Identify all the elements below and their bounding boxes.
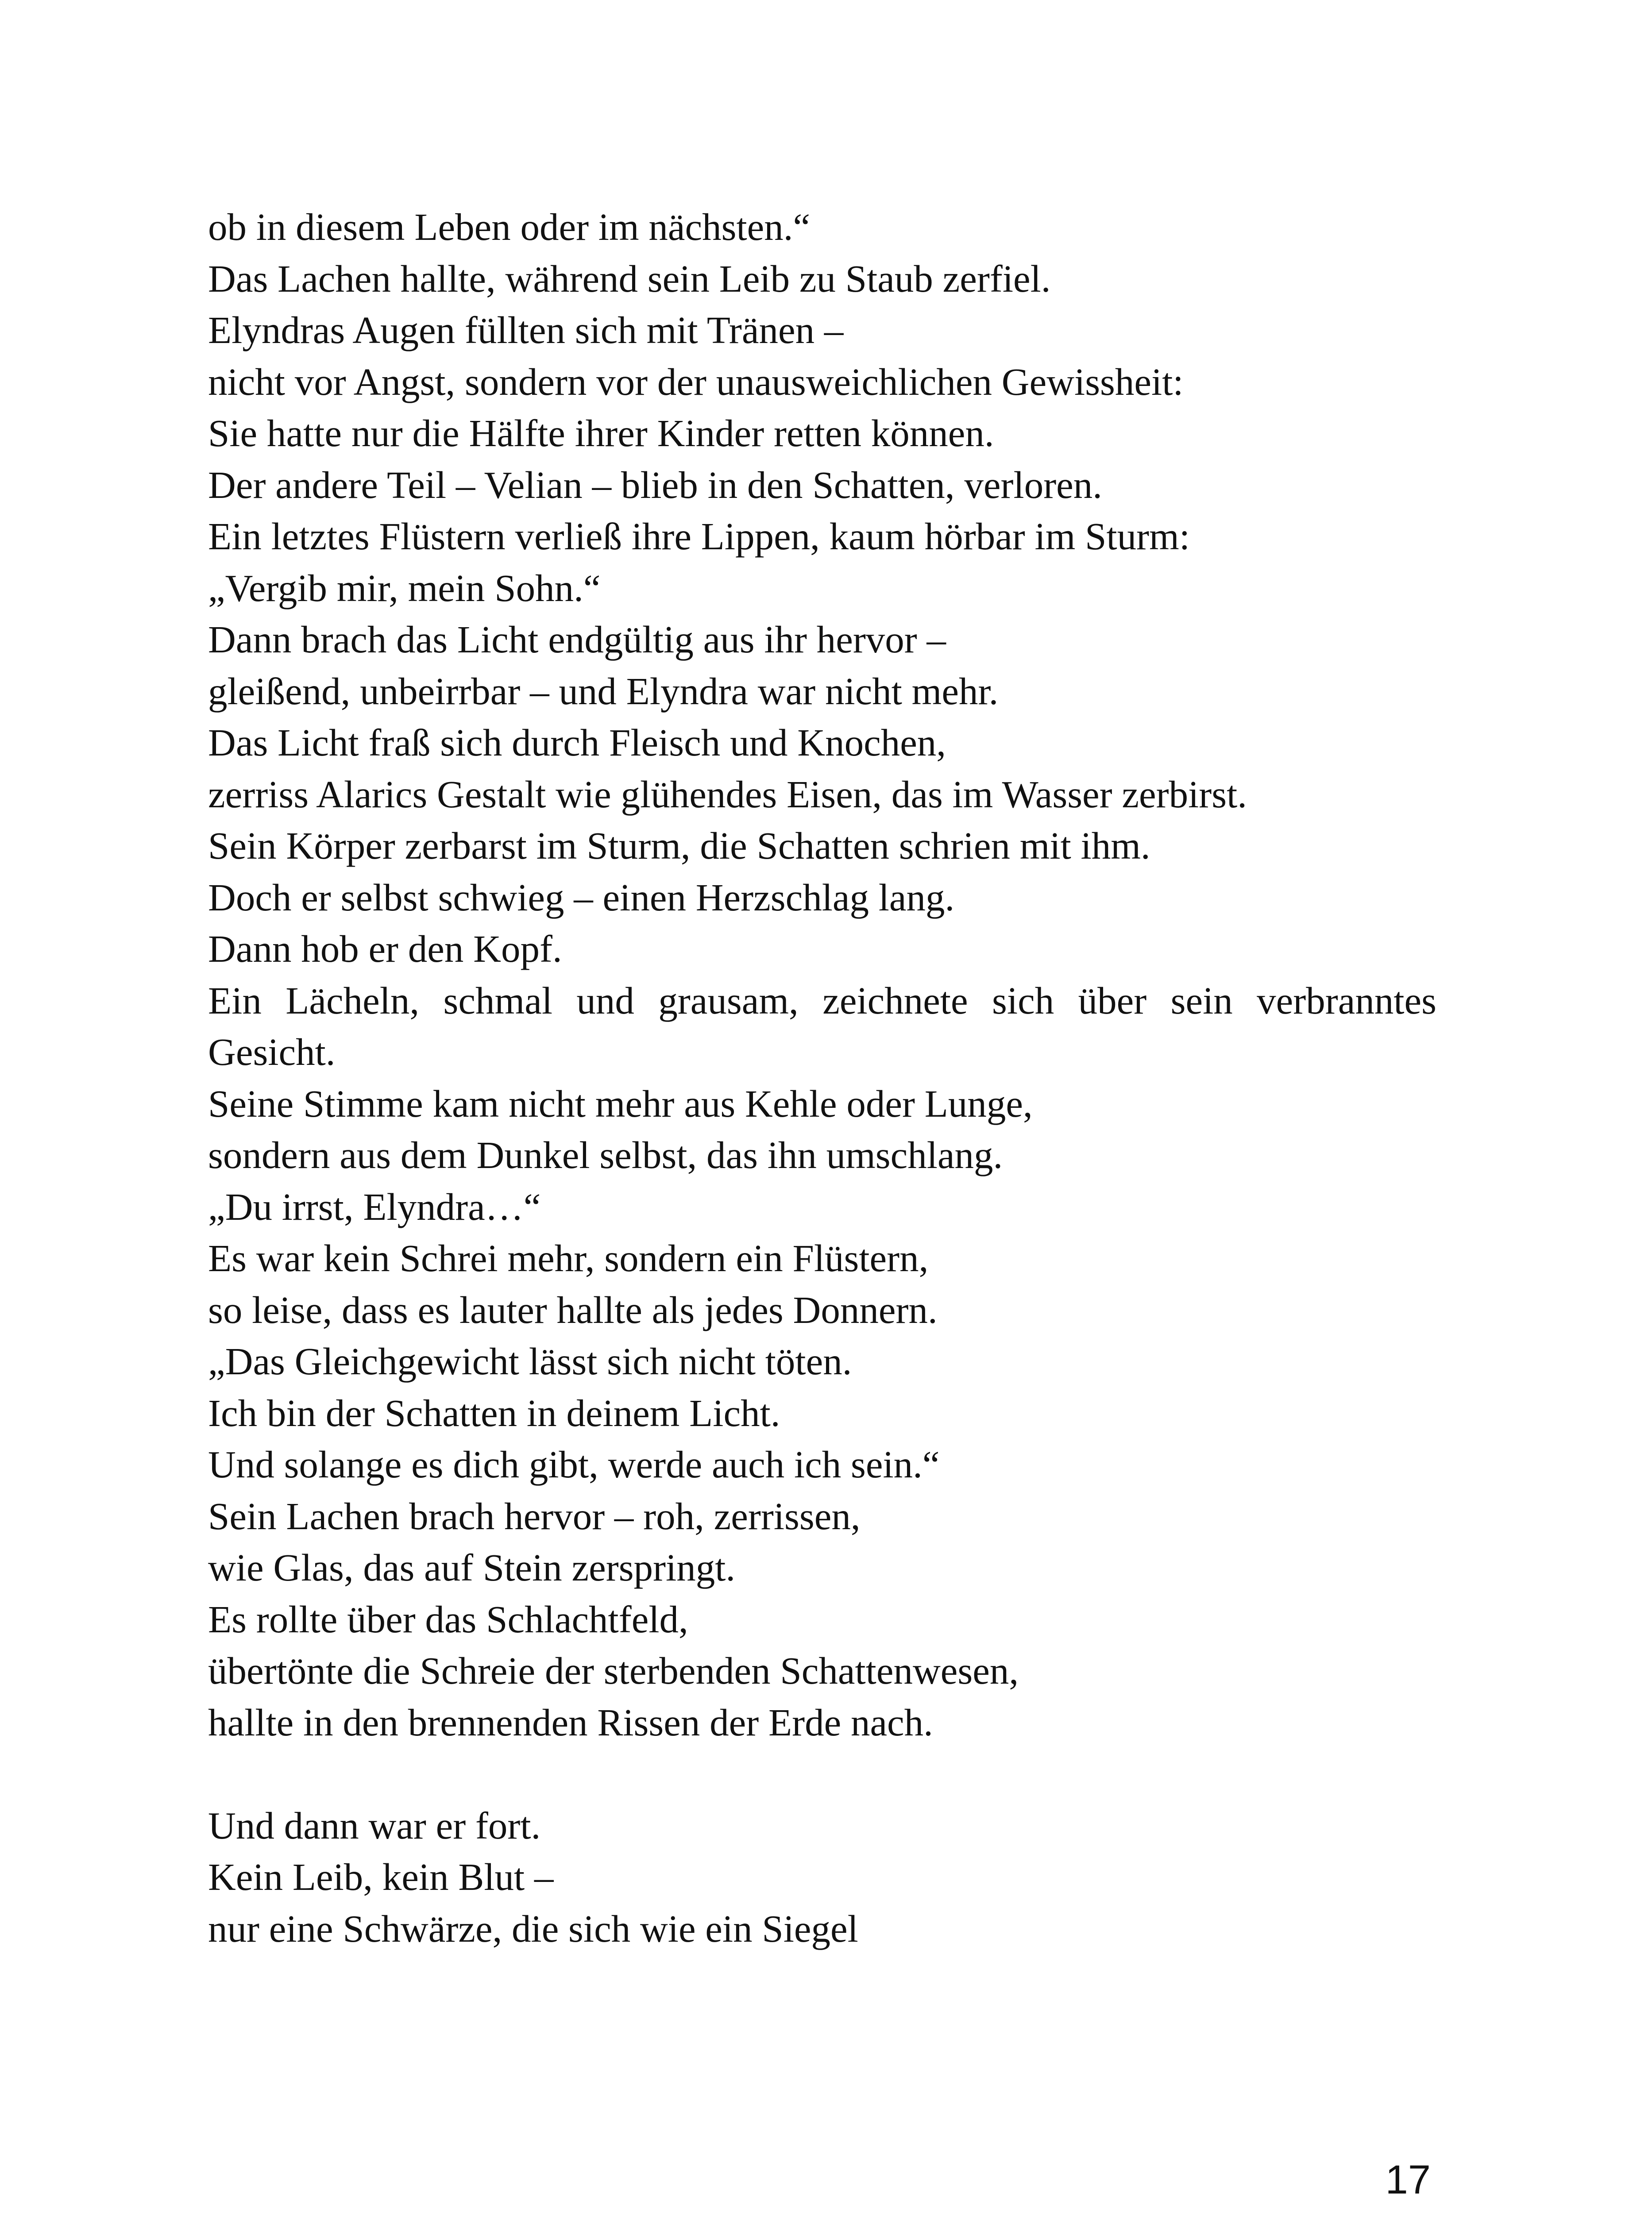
text-line: Gesicht. [208,1030,336,1073]
text-line: Und solange es dich gibt, werde auch ich sein.“ [208,1443,940,1486]
text-line: Ich bin der Schatten in deinem Licht. [208,1391,780,1434]
text-line: Ein letztes Flüstern verließ ihre Lippen, kaum hörbar im Sturm: [208,515,1190,558]
text-line: „Das Gleichgewicht lässt sich nicht töten. [208,1340,852,1383]
text-line: Der andere Teil – Velian – blieb in den Schatten, verloren. [208,463,1103,506]
text-line: „Vergib mir, mein Sohn.“ [208,566,601,609]
text-line: übertönte die Schreie der sterbenden Schattenwesen, [208,1649,1019,1692]
text-line: Dann hob er den Kopf. [208,927,562,970]
text-line: Und dann war er fort. [208,1804,541,1847]
text-line: „Du irrst, Elyndra…“ [208,1185,541,1228]
text-line: hallte in den brennenden Rissen der Erde nach. [208,1700,933,1744]
text-line: so leise, dass es lauter hallte als jedes Donnern. [208,1288,938,1331]
text-line: nur eine Schwärze, die sich wie ein Siegel [208,1907,858,1950]
text-line: Sein Körper zerbarst im Sturm, die Schatten schrien mit ihm. [208,824,1150,867]
body-text [208,201,1436,1955]
text-line: Das Licht fraß sich durch Fleisch und Knochen, [208,721,946,764]
page-number: 17 [1385,2157,1431,2202]
text-line: Doch er selbst schwieg – einen Herzschlag lang. [208,875,955,919]
text-line: sondern aus dem Dunkel selbst, das ihn umschlang. [208,1133,1003,1176]
text-line: wie Glas, das auf Stein zerspringt. [208,1546,736,1589]
text-line: Seine Stimme kam nicht mehr aus Kehle oder Lunge, [208,1082,1033,1125]
blank-line [208,1748,1436,1800]
text-line: Kein Leib, kein Blut – [208,1855,554,1898]
text-line: Es rollte über das Schlachtfeld, [208,1597,688,1641]
text-line: Das Lachen hallte, während sein Leib zu Staub zerfiel. [208,257,1051,300]
text-line: Sein Lachen brach hervor – roh, zerrissen, [208,1494,861,1538]
text-line: zerriss Alarics Gestalt wie glühendes Eisen, das im Wasser zerbirst. [208,772,1247,816]
text-line: Es war kein Schrei mehr, sondern ein Flüstern, [208,1237,929,1280]
text-line: nicht vor Angst, sondern vor der unausweichlichen Gewissheit: [208,360,1184,403]
text-line: gleißend, unbeirrbar – und Elyndra war nicht mehr. [208,669,999,713]
text-line: Sie hatte nur die Hälfte ihrer Kinder retten können. [208,412,994,455]
text-line: Dann brach das Licht endgültig aus ihr hervor – [208,618,946,661]
text-line: ob in diesem Leben oder im nächsten.“ [208,205,811,248]
text-line: Elyndras Augen füllten sich mit Tränen – [208,308,844,351]
text-line: Ein Lächeln, schmal und grausam, zeichnete sich über sein verbranntes [208,979,1436,1022]
